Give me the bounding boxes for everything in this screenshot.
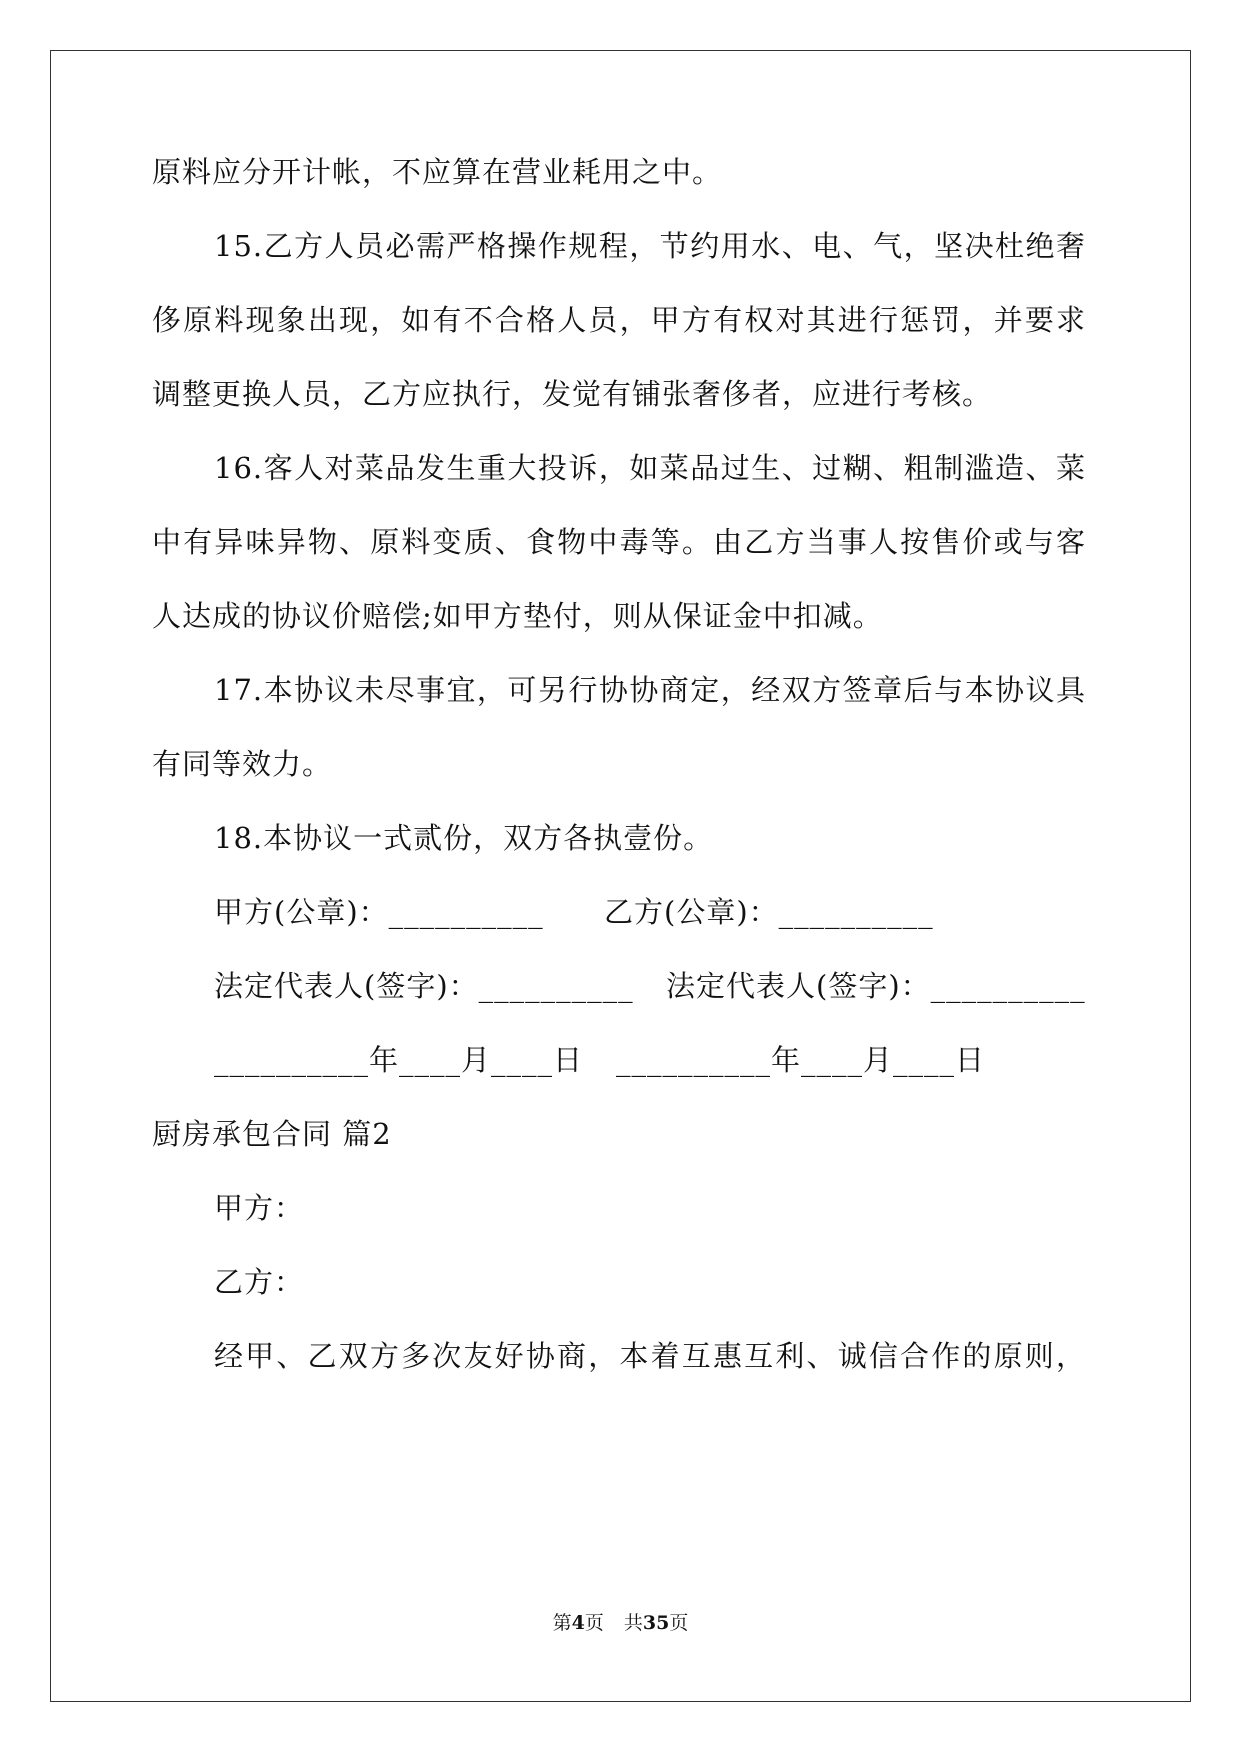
clause-17-line-2: 有同等效力。 (152, 747, 333, 781)
total-pages: 35 (642, 1612, 670, 1634)
party-a-label: 甲方： (214, 1191, 305, 1225)
section-intro: 经甲、乙双方多次友好协商，本着互惠互利、诚信合作的原则， (214, 1339, 1086, 1373)
legal-rep-b: 法定代表人(签字)：__________ (666, 969, 1086, 1003)
legal-rep-a: 法定代表人(签字)：__________ (214, 969, 634, 1003)
page-footer (0, 1611, 1241, 1635)
clause-15-line-1: 15.乙方人员必需严格操作规程，节约用水、电、气，坚决杜绝奢 (214, 229, 1086, 263)
clause-16-line-2: 中有异味异物、原料变质、食物中毒等。由乙方当事人按售价或与客 (152, 525, 1086, 559)
footer-prefix: 第 (552, 1612, 572, 1634)
date-a: __________年____月____日 (214, 1043, 584, 1077)
footer-total-prefix: 共 (623, 1612, 643, 1634)
clause-16-line-3: 人达成的协议价赔偿;如甲方垫付，则从保证金中扣减。 (152, 599, 883, 633)
date-b: __________年____月____日 (616, 1043, 986, 1077)
clause-15-line-3: 调整更换人员，乙方应执行，发觉有铺张奢侈者，应进行考核。 (152, 377, 993, 411)
party-a-seal: 甲方(公章)：__________ (214, 895, 544, 929)
clause-16-line-1: 16.客人对菜品发生重大投诉，如菜品过生、过糊、粗制滥造、菜 (214, 451, 1086, 485)
party-b-seal: 乙方(公章)：__________ (604, 895, 934, 929)
clause-18: 18.本协议一式贰份，双方各执壹份。 (214, 821, 714, 855)
footer-total-suffix: 页 (669, 1612, 689, 1634)
section-heading: 厨房承包合同 篇2 (152, 1117, 392, 1151)
footer-page-suffix: 页 (584, 1612, 604, 1634)
body-line-1: 原料应分开计帐，不应算在营业耗用之中。 (152, 155, 723, 189)
page-border (50, 50, 1191, 1702)
clause-17-line-1: 17.本协议未尽事宜，可另行协协商定，经双方签章后与本协议具 (214, 673, 1086, 707)
page-number: 4 (571, 1612, 585, 1634)
clause-15-line-2: 侈原料现象出现，如有不合格人员，甲方有权对其进行惩罚，并要求 (152, 303, 1086, 337)
party-b-label: 乙方： (214, 1265, 305, 1299)
